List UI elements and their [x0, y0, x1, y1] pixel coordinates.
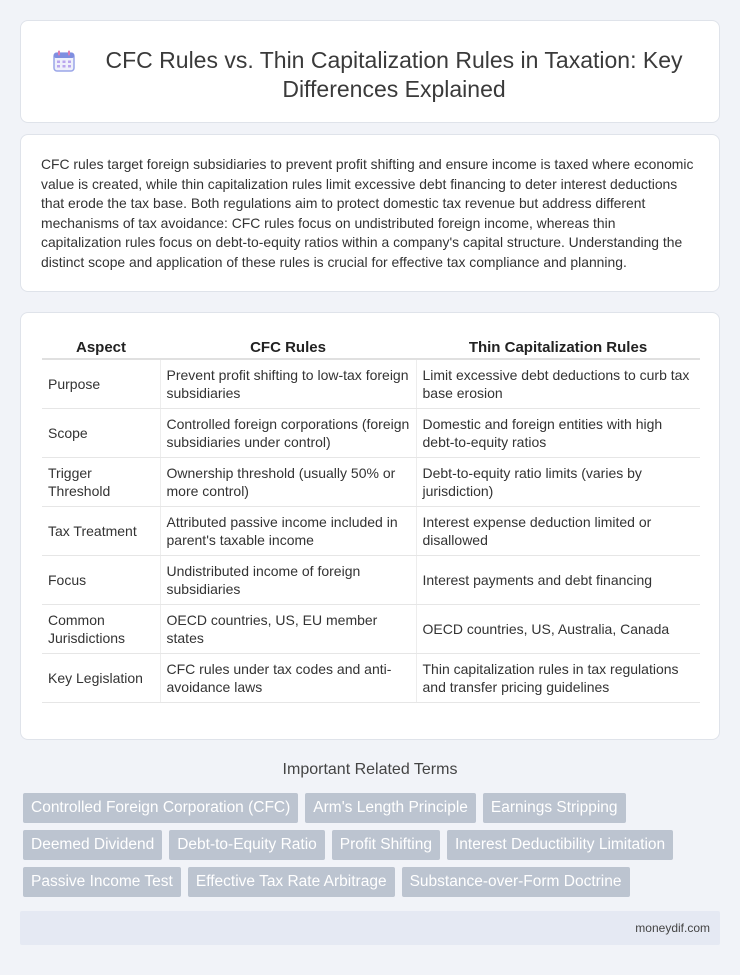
- thin-cap-cell: Thin capitalization rules in tax regulations and transfer pricing guidelines: [416, 653, 700, 702]
- aspect-cell: Focus: [42, 555, 160, 604]
- page-title: CFC Rules vs. Thin Capitalization Rules in Taxation: Key Differences Explained: [105, 47, 683, 102]
- thin-cap-cell: Domestic and foreign entities with high debt-to-equity ratios: [416, 408, 700, 457]
- cfc-cell: Attributed passive income included in parent's taxable income: [160, 506, 416, 555]
- cfc-cell: CFC rules under tax codes and anti-avoidance laws: [160, 653, 416, 702]
- thin-cap-cell: OECD countries, US, Australia, Canada: [416, 604, 700, 653]
- aspect-cell: Tax Treatment: [42, 506, 160, 555]
- related-term-tag[interactable]: Deemed Dividend: [23, 830, 162, 860]
- thin-cap-cell: Debt-to-equity ratio limits (varies by jurisdiction): [416, 457, 700, 506]
- tag-row: [23, 830, 723, 860]
- header-aspect: Aspect: [42, 335, 160, 359]
- table-row: [42, 604, 700, 653]
- related-term-tag[interactable]: Effective Tax Rate Arbitrage: [188, 867, 395, 897]
- related-term-tag[interactable]: Interest Deductibility Limitation: [447, 830, 673, 860]
- header-cfc-rules: CFC Rules: [160, 335, 416, 359]
- related-term-tag[interactable]: Passive Income Test: [23, 867, 181, 897]
- table-row: [42, 359, 700, 408]
- title-card: [20, 20, 720, 123]
- related-term-tag[interactable]: Controlled Foreign Corporation (CFC): [23, 793, 298, 823]
- related-term-tag[interactable]: Substance-over-Form Doctrine: [402, 867, 630, 897]
- tag-row: [23, 793, 723, 823]
- cfc-cell: Ownership threshold (usually 50% or more control): [160, 457, 416, 506]
- comparison-table: [42, 335, 700, 703]
- footer-bar: [20, 911, 720, 945]
- aspect-cell: Scope: [42, 408, 160, 457]
- related-terms-heading: Important Related Terms: [282, 761, 458, 778]
- table-row: [42, 408, 700, 457]
- aspect-cell: Purpose: [42, 359, 160, 408]
- tag-row: [23, 867, 723, 897]
- thin-cap-cell: Interest payments and debt financing: [416, 555, 700, 604]
- footer-site-link[interactable]: moneydif.com: [635, 921, 710, 935]
- related-term-tag[interactable]: Arm's Length Principle: [305, 793, 476, 823]
- table-header-row: [42, 335, 700, 359]
- thin-cap-cell: Limit excessive debt deductions to curb tax base erosion: [416, 359, 700, 408]
- aspect-cell: Trigger Threshold: [42, 457, 160, 506]
- cfc-cell: Undistributed income of foreign subsidiaries: [160, 555, 416, 604]
- related-term-tag[interactable]: Debt-to-Equity Ratio: [169, 830, 325, 860]
- table-row: [42, 457, 700, 506]
- table-row: [42, 506, 700, 555]
- table-row: [42, 555, 700, 604]
- thin-cap-cell: Interest expense deduction limited or disallowed: [416, 506, 700, 555]
- cfc-cell: Controlled foreign corporations (foreign subsidiaries under control): [160, 408, 416, 457]
- cfc-cell: Prevent profit shifting to low-tax foreign subsidiaries: [160, 359, 416, 408]
- aspect-cell: Key Legislation: [42, 653, 160, 702]
- intro-paragraph: CFC rules target foreign subsidiaries to prevent profit shifting and ensure income is taxed where economic value is created, while thin capitalization rules limit excessive debt financing to deter interest deductions that erode the tax base. Both regulations aim to protect domestic tax revenue but address different mechanisms of tax avoidance: CFC rules focus on undistributed foreign income, whereas thin capitalization rules focus on debt-to-equity ratios within a company's capital structure. Understanding the distinct scope and application of these rules is crucial for effective tax compliance and planning.: [41, 156, 694, 270]
- calendar-icon: [51, 48, 77, 74]
- cfc-cell: OECD countries, US, EU member states: [160, 604, 416, 653]
- related-term-tag[interactable]: Profit Shifting: [332, 830, 440, 860]
- table-row: [42, 653, 700, 702]
- related-term-tag[interactable]: Earnings Stripping: [483, 793, 626, 823]
- aspect-cell: Common Jurisdictions: [42, 604, 160, 653]
- related-terms-list: [23, 793, 723, 904]
- header-thin-cap-rules: Thin Capitalization Rules: [416, 335, 700, 359]
- intro-card: [20, 134, 720, 292]
- comparison-table-card: [20, 312, 720, 740]
